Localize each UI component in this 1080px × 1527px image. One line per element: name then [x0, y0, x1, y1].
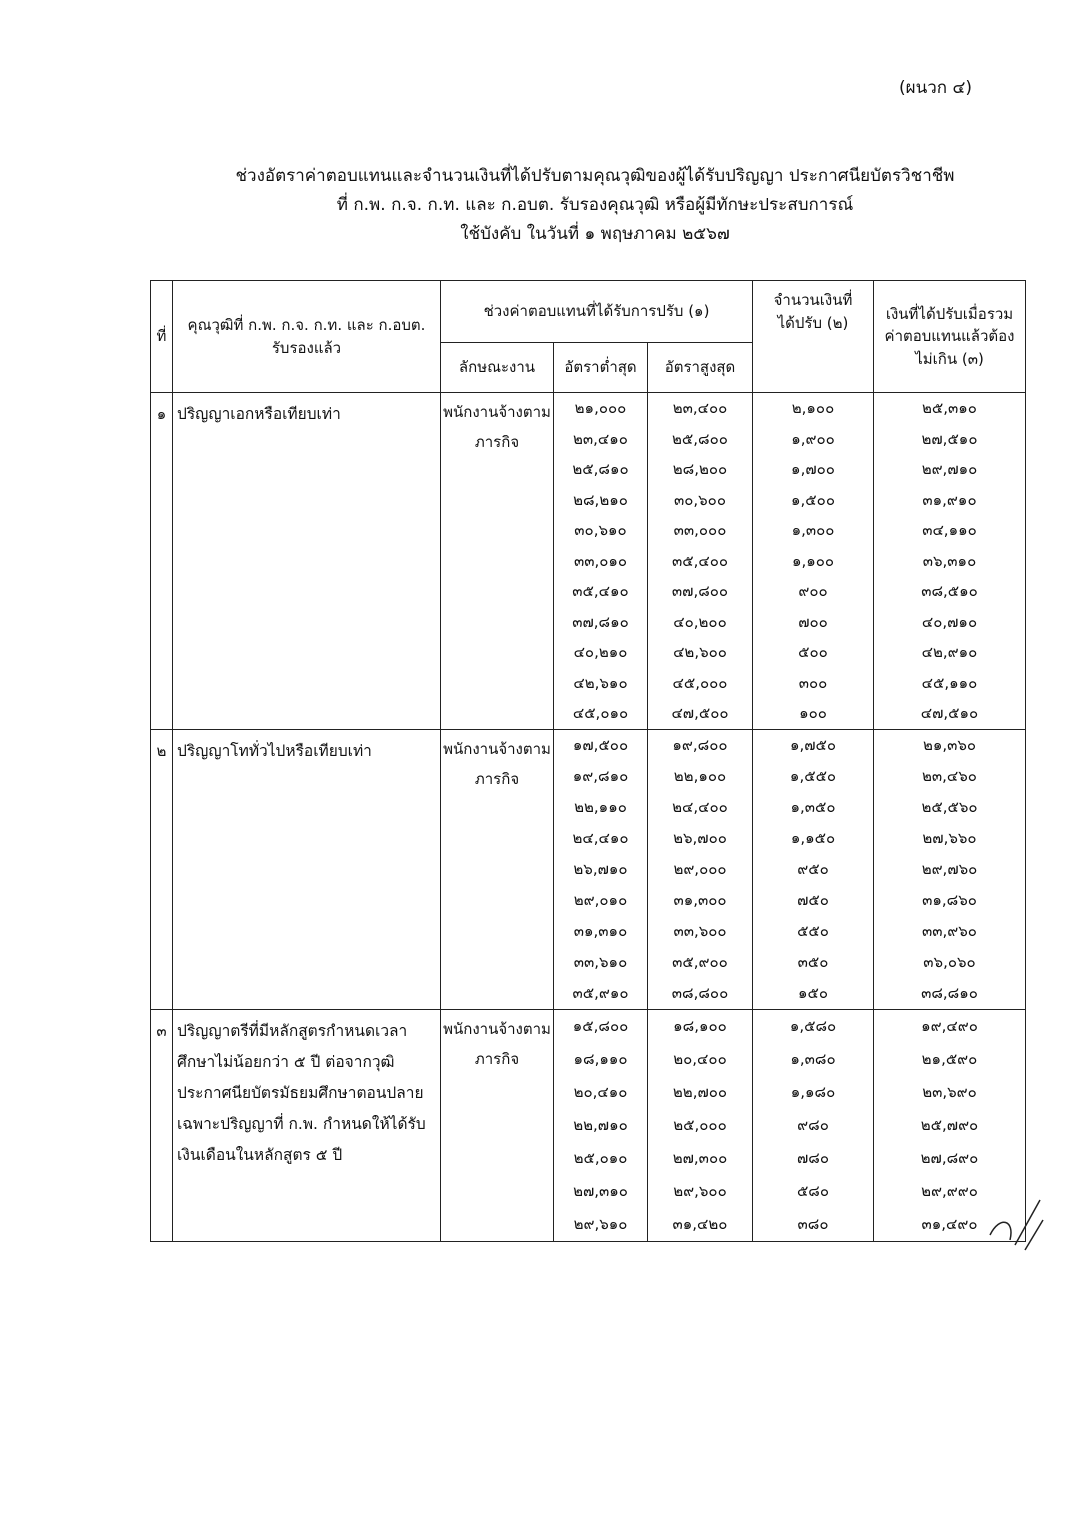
total-value: ๓๑,๘๖๐: [922, 890, 977, 909]
min-value: ๒๕,๐๑๐: [573, 1148, 628, 1167]
total-value: ๔๕,๑๑๐: [921, 673, 978, 692]
max-column: [648, 1009, 753, 1241]
adjust-value: ๓๐๐: [798, 673, 828, 692]
total-value: ๒๓,๖๙๐: [922, 1082, 977, 1101]
max-value: ๔๒,๖๐๐: [673, 643, 727, 661]
max-value: ๒๒,๑๐๐: [673, 766, 727, 785]
min-value: ๑๕,๘๐๐: [572, 1016, 629, 1035]
total-value: ๓๖,๓๑๐: [922, 551, 977, 570]
max-value: ๔๗,๕๐๐: [671, 704, 729, 722]
adjust-value: ๑๕๐: [797, 983, 829, 1002]
adjust-column: [753, 729, 874, 1009]
max-value: ๓๐,๖๐๐: [673, 490, 726, 509]
min-value: ๒๓,๔๑๐: [573, 429, 628, 448]
max-value: ๓๓,๖๐๐: [673, 921, 727, 940]
min-value: ๒๙,๖๑๐: [573, 1214, 628, 1233]
adjust-value: ๑,๓๘๐: [790, 1049, 836, 1068]
total-value: ๒๑,๓๖๐: [922, 735, 977, 754]
title-line-2: ที่ ก.พ. ก.จ. ก.ท. และ ก.อบต. รับรองคุณวุฒิ หรือผู้มีทักษะประสบการณ์: [336, 195, 854, 215]
adjust-column: [753, 393, 874, 730]
min-value: ๒๔,๔๑๐: [572, 828, 629, 847]
max-value: ๒๕,๘๐๐: [672, 429, 728, 448]
rates-table: [150, 280, 1026, 1242]
total-value: ๓๘,๕๑๐: [921, 582, 978, 600]
max-value: ๒๒,๗๐๐: [672, 1082, 728, 1101]
adjust-value: ๑,๓๐๐: [791, 521, 835, 539]
max-value: ๒๘,๒๐๐: [672, 460, 728, 478]
adjust-value: ๓๘๐: [797, 1214, 829, 1233]
max-value: ๒๔,๔๐๐: [672, 797, 728, 816]
total-value: ๒๕,๕๖๐: [921, 797, 978, 816]
job-type: พนักงานจ้างตามภารกิจ: [441, 393, 554, 730]
total-value: ๒๙,๗๑๐: [921, 460, 978, 478]
total-value: ๒๓,๔๖๐: [922, 766, 977, 785]
adjust-value: ๙๐๐: [798, 582, 828, 600]
min-value: ๔๒,๖๑๐: [573, 673, 628, 692]
table-group-row: [151, 729, 1026, 1009]
header-range: ช่วงค่าตอบแทนที่ได้รับการปรับ (๑): [441, 281, 753, 343]
max-value: ๓๕,๙๐๐: [672, 952, 728, 971]
total-value: ๔๒,๙๑๐: [921, 643, 978, 661]
min-column: [554, 729, 648, 1009]
adjust-value: ๑,๗๕๐: [789, 735, 837, 754]
min-value: ๒๒,๑๑๐: [574, 797, 627, 816]
total-value: ๒๕,๓๑๐: [922, 399, 977, 417]
total-value: ๓๘,๘๑๐: [921, 983, 978, 1002]
max-column: [648, 729, 753, 1009]
adjust-value: ๑,๙๐๐: [791, 429, 835, 448]
max-value: ๒๙,๐๐๐: [673, 859, 727, 878]
qualification: ปริญญาตรีที่มีหลักสูตรกำหนดเวลาศึกษาไม่น้อยกว่า ๕ ปี ต่อจากวุฒิประกาศนียบัตรมัธยมศึกษาตอนปลายเฉพาะปริญญาที่ ก.พ. กำหนดให้ได้รับเงินเดือนในหลักสูตร ๕ ปี: [173, 1009, 441, 1241]
total-value: ๑๙,๔๙๐: [921, 1016, 978, 1035]
adjust-column: [753, 1009, 874, 1241]
total-column: [874, 729, 1026, 1009]
adjust-value: ๕๘๐: [796, 1181, 830, 1200]
total-value: ๒๑,๕๙๐: [921, 1049, 978, 1068]
max-value: ๒๐,๔๐๐: [673, 1049, 727, 1068]
max-value: ๒๗,๓๐๐: [672, 1148, 728, 1167]
adjust-value: ๙๘๐: [797, 1115, 829, 1134]
adjust-value: ๑,๑๐๐: [791, 551, 835, 570]
job-type: พนักงานจ้างตามภารกิจ: [441, 1009, 554, 1241]
min-value: ๒๘,๒๑๐: [573, 490, 628, 509]
min-value: ๒๑,๐๐๐: [574, 399, 627, 417]
min-value: ๓๕,๔๑๐: [572, 582, 629, 600]
total-value: ๓๑,๙๑๐: [922, 490, 977, 509]
adjust-value: ๗๘๐: [796, 1148, 829, 1167]
max-value: ๓๕,๔๐๐: [671, 551, 729, 570]
max-value: ๒๙,๖๐๐: [673, 1181, 727, 1200]
adjust-value: ๑,๑๕๐: [790, 828, 836, 847]
min-value: ๑๗,๕๐๐: [572, 735, 629, 754]
min-value: ๒๗,๓๑๐: [573, 1181, 628, 1200]
min-value: ๔๕,๐๑๐: [572, 704, 629, 722]
max-value: ๓๓,๐๐๐: [673, 521, 727, 539]
max-value: ๓๑,๔๒๐: [672, 1214, 728, 1233]
adjust-value: ๗๐๐: [798, 612, 828, 631]
total-value: ๒๕,๗๙๐: [920, 1115, 979, 1134]
total-column: [874, 393, 1026, 730]
min-value: ๑๙,๘๑๐: [572, 766, 629, 785]
min-column: [554, 393, 648, 730]
adjust-value: ๑,๑๘๐: [790, 1082, 836, 1101]
title-line-1: ช่วงอัตราค่าตอบแทนและจำนวนเงินที่ได้ปรับตามคุณวุฒิของผู้ได้รับปริญญา ประกาศนียบัตรวิชาชีพ: [235, 166, 955, 186]
min-column: [554, 1009, 648, 1241]
row-number: ๓: [151, 1009, 173, 1241]
min-value: ๓๓,๖๑๐: [573, 952, 628, 971]
max-value: ๒๓,๔๐๐: [672, 399, 728, 417]
adjust-value: ๑,๓๕๐: [790, 797, 836, 816]
min-value: ๒๕,๘๑๐: [572, 460, 629, 478]
max-value: ๓๗,๘๐๐: [671, 582, 729, 600]
max-value: ๒๖,๗๐๐: [673, 828, 727, 847]
adjust-value: ๑,๕๐๐: [791, 490, 835, 509]
header-adjust: จำนวนเงินที่ได้ปรับ (๒): [753, 281, 874, 393]
adjust-value: ๕๕๐: [797, 921, 829, 940]
min-value: ๒๖,๗๑๐: [573, 859, 628, 878]
min-value: ๓๑,๓๑๐: [573, 921, 628, 940]
total-value: ๒๗,๖๖๐: [922, 828, 977, 847]
min-value: ๑๘,๑๑๐: [573, 1049, 628, 1068]
max-value: ๔๕,๐๐๐: [672, 673, 728, 692]
min-value: ๓๗,๘๑๐: [572, 612, 629, 631]
qualification: ปริญญาเอกหรือเทียบเท่า: [173, 393, 441, 730]
max-value: ๒๕,๐๐๐: [673, 1115, 727, 1134]
title-line-3: ใช้บังคับ ในวันที่ ๑ พฤษภาคม ๒๕๖๗: [460, 224, 730, 244]
adjust-value: ๓๕๐: [797, 952, 829, 971]
total-value: ๒๗,๕๑๐: [921, 429, 978, 448]
total-value: ๓๔,๑๑๐: [922, 521, 977, 539]
max-value: ๑๙,๘๐๐: [672, 735, 728, 754]
table-group-row: [151, 1009, 1026, 1241]
adjust-value: ๑๐๐: [799, 704, 827, 722]
total-value: ๔๐,๗๑๐: [921, 612, 978, 631]
min-value: ๒๒,๗๑๐: [573, 1115, 628, 1134]
adjust-value: ๕๐๐: [798, 643, 828, 661]
adjust-value: ๒,๑๐๐: [791, 399, 835, 417]
min-value: ๓๕,๙๑๐: [572, 983, 629, 1002]
total-value: ๓๑,๔๙๐: [921, 1214, 978, 1233]
total-value: ๒๙,๙๙๐: [921, 1181, 978, 1200]
adjust-value: ๗๕๐: [797, 890, 829, 909]
header-total: เงินที่ได้ปรับเมื่อรวมค่าตอบแทนแล้วต้องไม่เกิน (๓): [874, 281, 1026, 393]
qualification: ปริญญาโททั่วไปหรือเทียบเท่า: [173, 729, 441, 1009]
min-value: ๓๐,๖๑๐: [574, 521, 627, 539]
max-column: [648, 393, 753, 730]
min-value: ๒๐,๔๑๐: [573, 1082, 628, 1101]
adjust-value: ๑,๕๘๐: [789, 1016, 837, 1035]
header-min: อัตราต่ำสุด: [554, 343, 648, 393]
annex-label: (ผนวก ๔): [899, 78, 972, 98]
table-group-row: [151, 393, 1026, 730]
adjust-value: ๑,๗๐๐: [791, 460, 835, 478]
header-max: อัตราสูงสุด: [648, 343, 753, 393]
total-value: ๔๗,๕๑๐: [920, 704, 979, 722]
min-value: ๒๙,๐๑๐: [573, 890, 628, 909]
min-value: ๔๐,๒๑๐: [573, 643, 628, 661]
header-job-type: ลักษณะงาน: [441, 343, 554, 393]
total-value: ๒๗,๘๙๐: [920, 1148, 979, 1167]
row-number: ๒: [151, 729, 173, 1009]
min-value: ๓๓,๐๑๐: [573, 551, 628, 570]
header-no: ที่: [151, 281, 173, 393]
total-value: ๓๓,๙๖๐: [922, 921, 977, 940]
max-value: ๓๘,๘๐๐: [671, 983, 729, 1002]
job-type: พนักงานจ้างตามภารกิจ: [441, 729, 554, 1009]
total-value: ๓๖,๐๖๐: [923, 952, 976, 971]
max-value: ๓๑,๓๐๐: [673, 890, 727, 909]
max-value: ๔๐,๒๐๐: [673, 612, 727, 631]
row-number: ๑: [151, 393, 173, 730]
total-value: ๒๙,๗๖๐: [921, 859, 978, 878]
signature: [985, 1195, 1045, 1255]
header-qualification: คุณวุฒิที่ ก.พ. ก.จ. ก.ท. และ ก.อบต. รับรองแล้ว: [173, 281, 441, 393]
max-value: ๑๘,๑๐๐: [673, 1016, 727, 1035]
adjust-value: ๙๕๐: [797, 859, 829, 878]
adjust-value: ๑,๕๕๐: [789, 766, 837, 785]
